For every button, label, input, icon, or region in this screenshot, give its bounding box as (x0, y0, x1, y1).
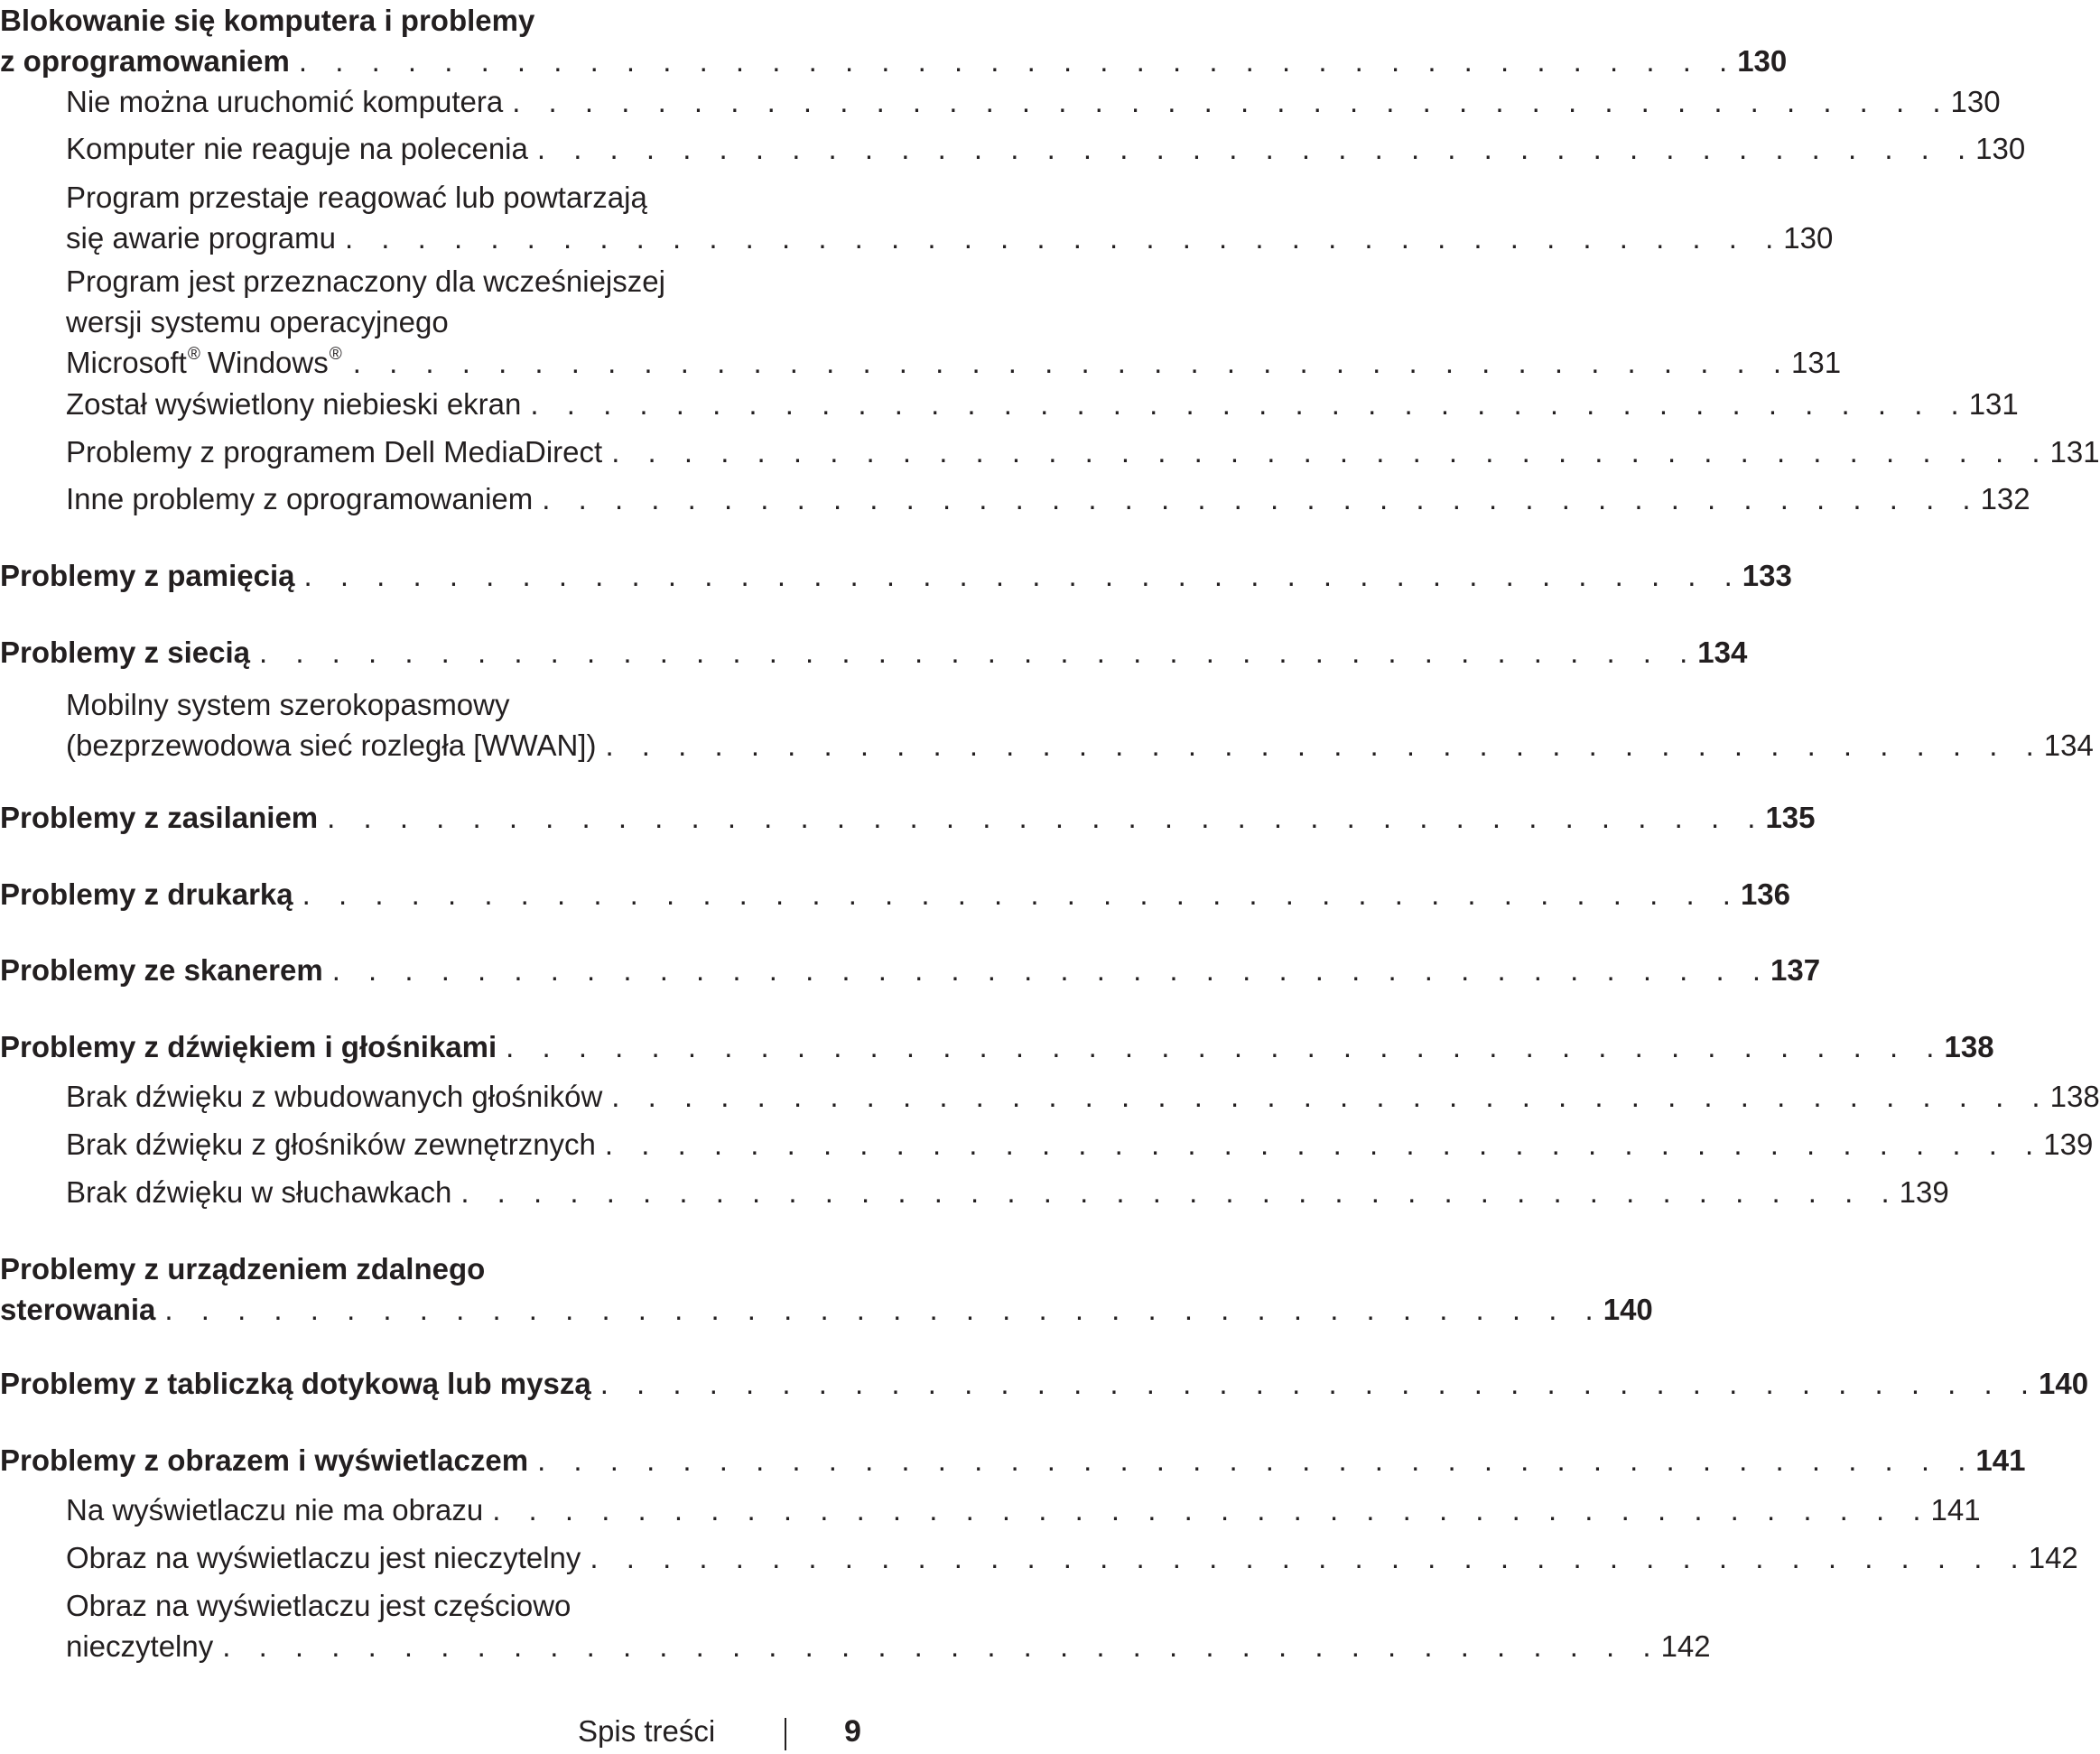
toc-page-number: 131 (1791, 346, 1842, 379)
toc-page-number: 132 (1980, 482, 2030, 515)
toc-entry-title: Brak dźwięku z głośników zewnętrznych (66, 1128, 596, 1161)
toc-entry-title: Na wyświetlaczu nie ma obrazu (66, 1493, 484, 1527)
toc-entry[interactable] (66, 81, 2001, 122)
toc-entry-title: Program przestaje reagować lub powtarzają (66, 181, 647, 214)
toc-page-number: 139 (1899, 1175, 1949, 1209)
toc-entry[interactable] (0, 632, 1748, 673)
toc-entry[interactable] (0, 797, 1816, 838)
toc-entry-title: Problemy z programem Dell MediaDirect (66, 435, 603, 469)
toc-page-number: 142 (2028, 1541, 2078, 1574)
toc-page-number: 130 (1950, 85, 2001, 118)
dot-leader: . . . . . . . . . . . . . . . . . . . . . . . . . . . . . . . . . . . . . . . . (492, 1493, 1931, 1527)
toc-page-number: 136 (1740, 877, 1791, 911)
toc-entry[interactable] (66, 384, 2019, 424)
toc-entry[interactable] (66, 432, 2100, 472)
toc-page-number: 133 (1742, 559, 1792, 592)
toc-page-number: 134 (1697, 636, 1748, 669)
dot-leader: . . . . . . . . . . . . . . . . . . . . . . . . . . . . . . . . . . . . . . . . (605, 729, 2044, 762)
dot-leader: . . . . . . . . . . . . . . . . . . . . . . . . . . . . . . . . . . . . . . . . (302, 877, 1741, 911)
toc-entry[interactable] (66, 128, 2026, 169)
dot-leader: . . . . . . . . . . . . . . . . . . . . . . . . . . . . . . . . . . . . . . . . (599, 1367, 2040, 1400)
toc-entry[interactable] (66, 684, 2094, 766)
toc-entry[interactable] (0, 555, 1792, 596)
toc-entry-title: Brak dźwięku w słuchawkach (66, 1175, 452, 1209)
dot-leader: . . . . . . . . . . . . . . . . . . . . . . . . . . . . . . . . . . . . . . . . (530, 387, 1969, 421)
toc-entry-title: Problemy z urządzeniem zdalnego (0, 1252, 486, 1285)
toc-entry-title: Problemy ze skanerem (0, 953, 323, 987)
toc-entry-title: Problemy z siecią (0, 636, 250, 669)
toc-page-number: 130 (1975, 132, 2026, 165)
dot-leader: . . . . . . . . . . . . . . . . . . . . . . . . . . . . . . . . . . . . . . . . (303, 559, 1742, 592)
toc-entry[interactable] (0, 0, 1788, 81)
toc-entry-title: nieczytelny (66, 1629, 214, 1663)
toc-entry-title: Program jest przeznaczony dla wcześniejszej (66, 264, 665, 298)
toc-page-number: 134 (2043, 729, 2094, 762)
toc-page-number: 141 (1930, 1493, 1981, 1527)
footer-section-title: Spis treści (578, 1714, 716, 1748)
toc-page-number: 138 (1944, 1030, 1994, 1063)
toc-entry-title: wersji systemu operacyjnego (66, 305, 449, 339)
toc-entry-title: Problemy z drukarką (0, 877, 293, 911)
dot-leader: . . . . . . . . . . . . . . . . . . . . . . . . . . . . . . . . . . . . . . . . (460, 1175, 1900, 1209)
toc-page-number: 131 (1968, 387, 2019, 421)
toc-entry-title: sterowania (0, 1293, 156, 1326)
toc-page-number: 130 (1783, 221, 1834, 255)
toc-entry-title: Mobilny system szerokopasmowy (66, 688, 510, 721)
dot-leader: . . . . . . . . . . . . . . . . . . . . . . . . . . . . . . . . . . . . . . . . (327, 801, 1766, 834)
toc-entry[interactable] (66, 1172, 1949, 1212)
toc-entry-title: się awarie programu (66, 221, 336, 255)
toc-entry-title: Windows (207, 346, 329, 379)
dot-leader: . . . . . . . . . . . . . . . . . . . . . . . . . . . . . . . . . . . . . . . . (542, 482, 1981, 515)
toc-entry-title: Problemy z obrazem i wyświetlaczem (0, 1443, 529, 1477)
toc-page-number: 131 (2049, 435, 2100, 469)
toc-entry-title: (bezprzewodowa sieć rozległa [WWAN]) (66, 729, 597, 762)
dot-leader: . . . . . . . . . . . . . . . . . . . . . . . . . . . . . . . . . . . . . . . . (604, 1128, 2044, 1161)
toc-entry[interactable] (66, 478, 2030, 519)
dot-leader: . . . . . . . . . . . . . . . . . . . . . . . . . . . . . . . . . . . . . . . . (536, 132, 1976, 165)
toc-entry[interactable] (0, 1248, 1653, 1330)
toc-entry-title: Komputer nie reaguje na polecenia (66, 132, 528, 165)
dot-leader: . . . . . . . . . . . . . . . . . . . . . . . . . . . . . . . . . . . . . . . . (344, 221, 1784, 255)
dot-leader: . . . . . . . . . . . . . . . . . . . . . . . . . . . . . . . . . . . . . . . . (352, 346, 1792, 379)
toc-page-number: 140 (2039, 1367, 2089, 1400)
toc-entry-title: Inne problemy z oprogramowaniem (66, 482, 534, 515)
toc-page-number: 137 (1770, 953, 1821, 987)
footer-divider (785, 1718, 786, 1750)
toc-page-number: 139 (2043, 1128, 2094, 1161)
toc-page-number: 142 (1660, 1629, 1711, 1663)
toc-page-number: 141 (1975, 1443, 2026, 1477)
toc-entry[interactable] (66, 261, 1842, 383)
dot-leader: . . . . . . . . . . . . . . . . . . . . . . . . . . . . . . . . . . . . . . . . (298, 44, 1738, 78)
dot-leader: . . . . . . . . . . . . . . . . . . . . . . . . . . . . . . . . . . . . . . . . (258, 636, 1698, 669)
toc-entry[interactable] (66, 1585, 1711, 1666)
toc-page-number: 140 (1603, 1293, 1653, 1326)
toc-entry[interactable] (66, 1124, 2094, 1165)
dot-leader: . . . . . . . . . . . . . . . . . . . . . . . . . . . . . . . . . . . . . . . . (164, 1293, 1603, 1326)
toc-entry-title: Microsoft (66, 346, 187, 379)
toc-entry-title: Brak dźwięku z wbudowanych głośników (66, 1080, 603, 1113)
dot-leader: . . . . . . . . . . . . . . . . . . . . . . . . . . . . . . . . . . . . . . . . (537, 1443, 1976, 1477)
toc-entry-title: Obraz na wyświetlaczu jest nieczytelny (66, 1541, 581, 1574)
registered-mark: ® (329, 345, 342, 364)
toc-entry[interactable] (0, 1363, 2089, 1404)
toc-page-number: 138 (2049, 1080, 2100, 1113)
toc-entry-title: z oprogramowaniem (0, 44, 290, 78)
toc-page-number: 135 (1765, 801, 1816, 834)
page-footer (0, 1711, 867, 1752)
dot-leader: . . . . . . . . . . . . . . . . . . . . . . . . . . . . . . . . . . . . . . . . (590, 1541, 2029, 1574)
dot-leader: . . . . . . . . . . . . . . . . . . . . . . . . . . . . . . . . . . . . . . . . (222, 1629, 1661, 1663)
toc-entry-title: Blokowanie się komputera i problemy (0, 4, 535, 37)
toc-entry-title: Nie można uruchomić komputera (66, 85, 504, 118)
toc-entry[interactable] (66, 177, 1834, 258)
toc-entry-title: Problemy z pamięcią (0, 559, 295, 592)
registered-mark: ® (187, 345, 200, 364)
toc-entry[interactable] (0, 874, 1791, 914)
toc-entry[interactable] (0, 1440, 2026, 1480)
dot-leader: . . . . . . . . . . . . . . . . . . . . . . . . . . . . . . . . . . . . . . . . (611, 435, 2050, 469)
toc-entry-title: Problemy z dźwiękiem i głośnikami (0, 1030, 497, 1063)
toc-entry-title: Obraz na wyświetlaczu jest częściowo (66, 1589, 571, 1622)
footer-page-number: 9 (844, 1714, 861, 1749)
dot-leader: . . . . . . . . . . . . . . . . . . . . . . . . . . . . . . . . . . . . . . . . (512, 85, 1951, 118)
dot-leader: . . . . . . . . . . . . . . . . . . . . . . . . . . . . . . . . . . . . . . . . (611, 1080, 2050, 1113)
toc-entry[interactable] (0, 950, 1821, 990)
dot-leader: . . . . . . . . . . . . . . . . . . . . . . . . . . . . . . . . . . . . . . . . (331, 953, 1770, 987)
toc-entry-title: Problemy z zasilaniem (0, 801, 319, 834)
toc-entry[interactable] (0, 1026, 1994, 1067)
toc-page-number: 130 (1737, 44, 1788, 78)
toc-entry-title: Problemy z tabliczką dotykową lub myszą (0, 1367, 591, 1400)
toc-entry[interactable] (66, 1537, 2078, 1578)
toc-entry[interactable] (66, 1076, 2100, 1117)
toc-entry[interactable] (66, 1490, 1981, 1530)
dot-leader: . . . . . . . . . . . . . . . . . . . . . . . . . . . . . . . . . . . . . . . . (506, 1030, 1945, 1063)
toc-entry-title: Został wyświetlony niebieski ekran (66, 387, 522, 421)
